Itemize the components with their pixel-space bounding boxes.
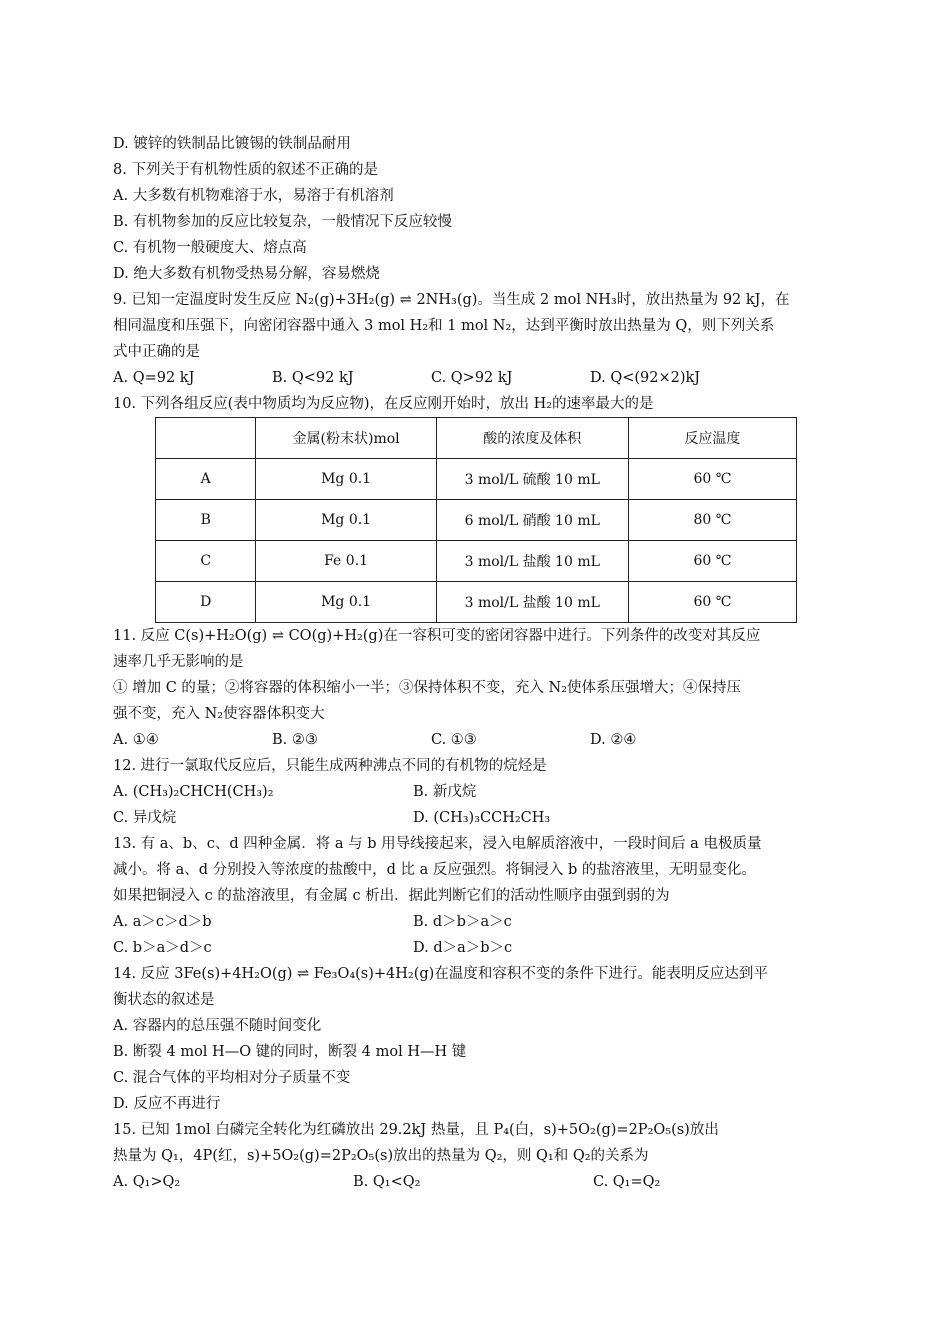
q11-options [113, 727, 838, 753]
q9-stem-line3: 式中正确的是 [113, 344, 200, 360]
table-cell: 60 ℃ [628, 541, 796, 582]
q15-stem-line1: 15. 已知 1mol 白磷完全转化为红磷放出 29.2kJ 热量，且 P₄(白，s)+5O₂(g)=2P₂O₅(s)放出 [113, 1122, 719, 1138]
q9-option-c: C. Q>92 kJ [431, 370, 513, 386]
q11-stem-line4: 强不变，充入 N₂使容器体积变大 [113, 706, 325, 722]
table-header-row [156, 418, 797, 459]
q8-option-c: C. 有机物一般硬度大、熔点高 [113, 240, 307, 256]
q8-option-a: A. 大多数有机物难溶于水，易溶于有机溶剂 [113, 188, 394, 204]
table-cell: Fe 0.1 [256, 541, 436, 582]
q9-option-a: A. Q=92 kJ [113, 370, 195, 386]
q9-option-b: B. Q<92 kJ [272, 370, 354, 386]
q10-stem: 10. 下列各组反应(表中物质均为反应物)，在反应刚开始时，放出 H₂的速率最大的是 [113, 396, 654, 412]
q15-option-b: B. Q₁<Q₂ [353, 1174, 421, 1190]
table-cell: 60 ℃ [628, 582, 796, 623]
exam-page [113, 131, 838, 1195]
table-cell: 6 mol/L 硝酸 10 mL [436, 500, 628, 541]
q11-option-d: D. ②④ [590, 732, 637, 748]
q13-stem-line3: 如果把铜浸入 c 的盐溶液里，有金属 c 析出．据此判断它们的活动性顺序由强到弱的为 [113, 888, 670, 904]
q14-option-a: A. 容器内的总压强不随时间变化 [113, 1018, 322, 1034]
table-cell: Mg 0.1 [256, 459, 436, 500]
q8-option-b: B. 有机物参加的反应比较复杂，一般情况下反应较慢 [113, 214, 452, 230]
q7-option-d: D. 镀锌的铁制品比镀锡的铁制品耐用 [113, 136, 351, 152]
table-header-cell: 反应温度 [628, 418, 796, 459]
table-row [156, 582, 797, 623]
q15-options [113, 1169, 838, 1195]
q12-options-row1 [113, 779, 838, 805]
table-cell: B [156, 500, 256, 541]
q14-option-b: B. 断裂 4 mol H—O 键的同时，断裂 4 mol H—H 键 [113, 1044, 467, 1060]
q9-stem-line1: 9. 已知一定温度时发生反应 N₂(g)+3H₂(g) ⇌ 2NH₃(g)。当生成 2 mol NH₃时，放出热量为 92 kJ，在 [113, 292, 790, 308]
q12-stem: 12. 进行一氯取代反应后，只能生成两种沸点不同的有机物的烷烃是 [113, 758, 547, 774]
table-cell: Mg 0.1 [256, 500, 436, 541]
q11-option-a: A. ①④ [113, 732, 159, 748]
q12-option-a: A. (CH₃)₂CHCH(CH₃)₂ [113, 784, 274, 800]
q15-option-a: A. Q₁>Q₂ [113, 1174, 181, 1190]
q12-option-c: C. 异戊烷 [113, 810, 177, 826]
table-cell: 3 mol/L 硫酸 10 mL [436, 459, 628, 500]
q13-option-c: C. b＞a＞d＞c [113, 940, 212, 956]
table-cell: 3 mol/L 盐酸 10 mL [436, 582, 628, 623]
table-row [156, 541, 797, 582]
q11-stem-line3: ① 增加 C 的量；②将容器的体积缩小一半；③保持体积不变，充入 N₂使体系压强增大；④保持压 [113, 680, 742, 696]
table-row [156, 459, 797, 500]
q13-stem-line1: 13. 有 a、b、c、d 四种金属．将 a 与 b 用导线接起来，浸入电解质溶液中，一段时间后 a 电极质量 [113, 836, 762, 852]
table-cell: 3 mol/L 盐酸 10 mL [436, 541, 628, 582]
table-header-cell [156, 418, 256, 459]
table-cell: A [156, 459, 256, 500]
q11-stem-line1: 11. 反应 C(s)+H₂O(g) ⇌ CO(g)+H₂(g)在一容积可变的密闭容器中进行。下列条件的改变对其反应 [113, 628, 761, 644]
q14-stem-line2: 衡状态的叙述是 [113, 992, 215, 1008]
q11-stem-line2: 速率几乎无影响的是 [113, 654, 244, 670]
q9-stem-line2: 相同温度和压强下，向密闭容器中通入 3 mol H₂和 1 mol N₂，达到平衡时放出热量为 Q，则下列关系 [113, 318, 775, 334]
q10-table [155, 417, 797, 623]
q13-options-row2 [113, 935, 838, 961]
q11-option-c: C. ①③ [431, 732, 477, 748]
q13-stem-line2: 减小。将 a、d 分别投入等浓度的盐酸中，d 比 a 反应强烈。将铜浸入 b 的盐溶液里，无明显变化。 [113, 862, 756, 878]
q8-stem: 8. 下列关于有机物性质的叙述不正确的是 [113, 162, 378, 178]
q13-options-row1 [113, 909, 838, 935]
q13-option-b: B. d＞b＞a＞c [413, 914, 512, 930]
q13-option-d: D. d＞a＞b＞c [413, 940, 513, 956]
q11-option-b: B. ②③ [272, 732, 318, 748]
q13-option-a: A. a＞c＞d＞b [113, 914, 212, 930]
table-header-cell: 金属(粉末状)mol [256, 418, 436, 459]
q8-option-d: D. 绝大多数有机物受热易分解，容易燃烧 [113, 266, 380, 282]
q15-option-c: C. Q₁=Q₂ [593, 1174, 661, 1190]
q12-option-b: B. 新戊烷 [413, 784, 477, 800]
q15-stem-line2: 热量为 Q₁，4P(红，s)+5O₂(g)=2P₂O₅(s)放出的热量为 Q₂，则 Q₁和 Q₂的关系为 [113, 1148, 649, 1164]
table-row [156, 500, 797, 541]
q14-option-d: D. 反应不再进行 [113, 1096, 221, 1112]
table-cell: Mg 0.1 [256, 582, 436, 623]
table-cell: 60 ℃ [628, 459, 796, 500]
q12-option-d: D. (CH₃)₃CCH₂CH₃ [413, 810, 551, 826]
table-cell: D [156, 582, 256, 623]
q14-option-c: C. 混合气体的平均相对分子质量不变 [113, 1070, 351, 1086]
q12-options-row2 [113, 805, 838, 831]
table-header-cell: 酸的浓度及体积 [436, 418, 628, 459]
q9-option-d: D. Q<(92×2)kJ [590, 370, 701, 386]
q14-stem-line1: 14. 反应 3Fe(s)+4H₂O(g) ⇌ Fe₃O₄(s)+4H₂(g)在温度和容积不变的条件下进行。能表明反应达到平 [113, 966, 768, 982]
q9-options [113, 365, 838, 391]
table-cell: 80 ℃ [628, 500, 796, 541]
table-cell: C [156, 541, 256, 582]
